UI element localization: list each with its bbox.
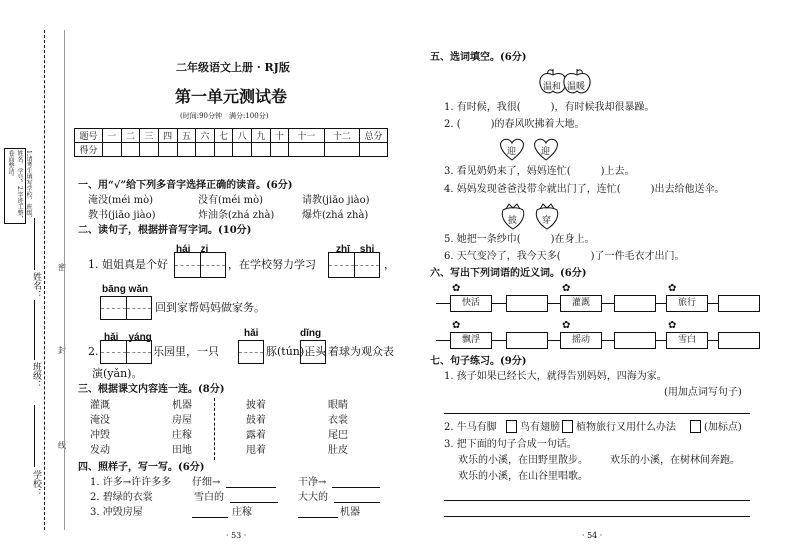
sentence-question: 3. 把下面的句子合成一句话。 xyxy=(444,439,577,450)
match-word[interactable]: 鼓着 xyxy=(246,415,266,426)
apple-word: 温和 xyxy=(543,82,562,92)
section-7-heading: 七、句子练习。(9分) xyxy=(430,356,527,367)
synonym-word: 摇动 xyxy=(560,332,602,349)
seal-char: 线 xyxy=(58,441,66,450)
score-input[interactable] xyxy=(214,143,233,157)
bug-icon: ✿ xyxy=(562,320,571,331)
match-word[interactable]: 房屋 xyxy=(172,415,192,426)
pinyin: hái zi xyxy=(176,244,209,255)
poly-item[interactable]: 教书(jiāo jiào) xyxy=(88,210,156,221)
sidebar xyxy=(0,0,70,550)
poly-item[interactable]: 没有(méi mò) xyxy=(198,195,264,206)
answer-line[interactable] xyxy=(334,502,380,503)
poly-item[interactable]: 请教(jiāo jiào) xyxy=(302,195,370,206)
poly-item[interactable]: 爆炸(zhá zhà) xyxy=(302,210,369,221)
score-cell: 十一 xyxy=(289,129,324,143)
sentence-question: 植物旅行又用什么办法 xyxy=(576,422,676,433)
fill-question: 5. 她把一条纱巾( )在身上。 xyxy=(444,234,595,245)
bug-icon: ✿ xyxy=(452,320,461,331)
sidebar-class-line[interactable] xyxy=(34,300,35,360)
score-cell: 三 xyxy=(140,129,159,143)
section-1-heading: 一、用“√”给下列多音字选择正确的读音。(6分) xyxy=(78,180,293,191)
score-cell: 总分 xyxy=(360,129,388,143)
section-6-heading: 六、写出下列词语的近义词。(6分) xyxy=(430,268,587,279)
score-table xyxy=(74,128,388,157)
answer-line[interactable] xyxy=(192,517,228,518)
answer-line[interactable] xyxy=(230,502,278,503)
punct-box[interactable] xyxy=(506,420,517,433)
poly-item[interactable]: 淹没(méi mò) xyxy=(88,195,154,206)
heart-word: 迎 xyxy=(507,147,517,157)
answer-line[interactable] xyxy=(298,517,338,518)
match-word[interactable]: 机器 xyxy=(172,400,192,411)
punct-box[interactable] xyxy=(690,420,701,433)
sentence-text: ， xyxy=(384,258,395,271)
strawberry-word: 穿 xyxy=(542,216,552,226)
char-grid[interactable] xyxy=(238,340,264,364)
sentence-question: (加标点) xyxy=(704,422,742,433)
score-cell: 四 xyxy=(158,129,177,143)
score-input[interactable] xyxy=(324,143,359,157)
score-input[interactable] xyxy=(177,143,196,157)
punct-box[interactable] xyxy=(562,420,573,433)
answer-line[interactable] xyxy=(444,413,750,414)
sentence-question: 2. 牛马有脚 xyxy=(444,422,497,433)
match-word[interactable]: 田地 xyxy=(172,445,192,456)
score-cell: 五 xyxy=(177,129,196,143)
sidebar-note-box xyxy=(4,148,32,224)
section-2-heading: 二、读句子，根据拼音写字词。(10分) xyxy=(78,225,252,236)
synonym-word: 快活 xyxy=(450,295,492,312)
section-5-heading: 五、选词填空。(6分) xyxy=(430,52,527,63)
page-number: · 53 · xyxy=(226,531,247,540)
score-label: 得分 xyxy=(75,143,103,157)
answer-line[interactable] xyxy=(444,500,750,501)
word-apple xyxy=(560,68,594,96)
synonym-word: 灌溉 xyxy=(560,295,602,312)
example-text: 雪白的 xyxy=(194,492,224,503)
example-text: 机器 xyxy=(340,507,360,518)
strawberry-word: 披 xyxy=(508,216,518,226)
match-word[interactable]: 甩着 xyxy=(246,445,266,456)
example-text: 干净→ xyxy=(298,477,327,488)
synonym-answer[interactable] xyxy=(506,295,548,312)
score-input[interactable] xyxy=(196,143,215,157)
score-input[interactable] xyxy=(158,143,177,157)
section-4-heading: 四、照样子，写一写。(6分) xyxy=(78,462,205,473)
score-cell: 二 xyxy=(121,129,140,143)
book-label: 二年级语文上册 · RJ版 xyxy=(176,61,290,74)
score-input[interactable] xyxy=(360,143,388,157)
sentence-question: 1. 孩子如果已经长大，就得告别妈妈，四海为家。 xyxy=(444,371,667,382)
char-grid[interactable] xyxy=(328,252,380,278)
char-grid[interactable] xyxy=(174,252,226,278)
example-text: 庄稼 xyxy=(232,507,252,518)
seal-char: 封 xyxy=(58,346,66,355)
seal-char: 密 xyxy=(58,263,66,272)
sidebar-vline xyxy=(64,30,65,530)
match-word[interactable]: 尾巴 xyxy=(328,430,348,441)
match-word[interactable]: 淹没 xyxy=(90,415,110,426)
score-input[interactable] xyxy=(233,143,252,157)
sentence-text: 演(yǎn)。 xyxy=(92,367,143,380)
source-sentence: 欢乐的小溪，在山谷里唱歌。 xyxy=(458,471,588,482)
char-grid[interactable] xyxy=(300,340,326,364)
match-word[interactable]: 露着 xyxy=(246,430,266,441)
sentence-text: 着球为观众表 xyxy=(328,345,394,358)
bug-icon: ✿ xyxy=(668,320,677,331)
bug-icon: ✿ xyxy=(562,283,571,294)
example-text: 仔细→ xyxy=(192,477,221,488)
answer-line[interactable] xyxy=(332,487,380,488)
exam-meta: (时间:90分钟 满分:100分) xyxy=(180,112,269,120)
score-cell: 七 xyxy=(214,129,233,143)
fill-question: 6. 天气变冷了，我今天多( )了一件毛衣才出门。 xyxy=(444,251,685,262)
match-word[interactable]: 眼睛 xyxy=(328,400,348,411)
page-title: 第一单元测试卷 xyxy=(175,87,288,106)
pinyin: hǎi yáng xyxy=(104,332,152,343)
sidebar-class-label: 班级： xyxy=(31,362,41,389)
score-input[interactable] xyxy=(252,143,271,157)
word-strawberry xyxy=(532,203,562,231)
sentence-hint: (用加点词写句子) xyxy=(664,387,742,398)
page-number: · 54 · xyxy=(582,531,603,540)
char-grid[interactable] xyxy=(100,296,152,320)
sentence-text: ，在学校努力学习 xyxy=(228,258,316,271)
match-word[interactable]: 披着 xyxy=(246,400,266,411)
answer-line[interactable] xyxy=(444,516,750,517)
synonym-word: 飘浮 xyxy=(450,332,492,349)
pinyin: dǐng xyxy=(300,328,322,339)
score-cell: 一 xyxy=(103,129,122,143)
example-text: 1. 许多→许许多多 xyxy=(90,477,172,488)
synonym-answer[interactable] xyxy=(614,295,656,312)
sentence-question: 鸟有翅膀 xyxy=(520,422,560,433)
sentence-text: 回到家帮妈妈做家务。 xyxy=(155,301,265,314)
poly-item[interactable]: 炸油条(zhá zhà) xyxy=(198,210,275,221)
word-heart xyxy=(498,136,526,162)
sentence-text: 乐园里，一只 xyxy=(153,345,219,358)
fill-question: 4. 妈妈发现爸爸没带伞就出门了，连忙( )出去给他送伞。 xyxy=(444,184,725,195)
synonym-word: 雪白 xyxy=(666,332,708,349)
fill-question: 1. 有时候，我很( )，有时候我却很暴躁。 xyxy=(444,102,655,113)
score-cell: 九 xyxy=(252,129,271,143)
sidebar-note: 1.请考生填写学校、班级、姓名、学号。2.字迹工整，卷面整洁。 xyxy=(7,150,32,222)
score-input[interactable] xyxy=(140,143,159,157)
match-word[interactable]: 衣裳 xyxy=(328,415,348,426)
word-strawberry xyxy=(498,203,528,231)
pinyin: bāng wǎn xyxy=(102,284,149,295)
pinyin: hǎi xyxy=(244,328,259,339)
source-sentence: 欢乐的小溪，在田野里散步。 xyxy=(458,455,588,466)
match-word[interactable]: 庄稼 xyxy=(172,430,192,441)
apple-word: 温暖 xyxy=(567,82,586,92)
char-grid[interactable] xyxy=(100,340,152,364)
source-sentence: 欢乐的小溪，在树林间奔跑。 xyxy=(610,455,740,466)
match-divider xyxy=(214,398,215,460)
example-text: 大大的 xyxy=(298,492,328,503)
bug-icon: ✿ xyxy=(452,283,461,294)
score-input[interactable] xyxy=(121,143,140,157)
pinyin: zhī shi xyxy=(336,244,375,255)
synonym-answer[interactable] xyxy=(506,332,548,349)
score-cell: 题号 xyxy=(75,129,103,143)
word-heart xyxy=(532,136,560,162)
score-cell: 十 xyxy=(270,129,289,143)
score-input[interactable] xyxy=(103,143,122,157)
bug-icon: ✿ xyxy=(668,283,677,294)
sidebar-school-label: 学校： xyxy=(31,470,41,497)
sidebar-name-line[interactable] xyxy=(34,218,35,270)
fill-question: 2. ( )的春风吹拂着大地。 xyxy=(444,119,585,130)
section-3-heading: 三、根据课文内容连一连。(8分) xyxy=(78,384,225,395)
score-input-row xyxy=(75,143,388,157)
synonym-answer[interactable] xyxy=(718,295,760,312)
example-text: 2. 碧绿的衣裳 xyxy=(90,492,153,503)
match-word[interactable]: 肚皮 xyxy=(328,445,348,456)
sentence-text: 2. xyxy=(88,345,99,358)
example-text: 3. 冲毁房屋 xyxy=(90,507,143,518)
score-input[interactable] xyxy=(270,143,289,157)
sentence-text: 1. 姐姐真是个好 xyxy=(88,258,168,271)
sentence-text: 豚(tún)正头 xyxy=(266,345,327,358)
score-cell: 十二 xyxy=(324,129,359,143)
synonym-word: 旅行 xyxy=(666,295,708,312)
match-word[interactable]: 灌溉 xyxy=(90,400,110,411)
match-word[interactable]: 冲毁 xyxy=(90,430,110,441)
score-header-row xyxy=(75,129,388,143)
fill-question: 3. 看见奶奶来了，妈妈连忙( )上去。 xyxy=(444,166,635,177)
sidebar-name-label: 姓名： xyxy=(31,272,41,299)
answer-line[interactable] xyxy=(226,487,276,488)
match-word[interactable]: 发动 xyxy=(90,445,110,456)
score-cell: 八 xyxy=(233,129,252,143)
score-input[interactable] xyxy=(289,143,324,157)
synonym-answer[interactable] xyxy=(718,332,760,349)
sidebar-dash-line xyxy=(44,30,45,530)
synonym-answer[interactable] xyxy=(614,332,656,349)
heart-word: 迎 xyxy=(541,147,551,157)
sidebar-school-line[interactable] xyxy=(34,405,35,467)
score-cell: 六 xyxy=(196,129,215,143)
